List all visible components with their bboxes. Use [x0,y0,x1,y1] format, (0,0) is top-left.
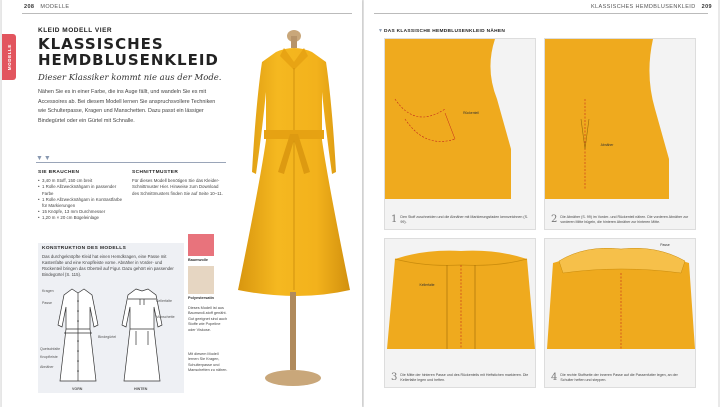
step-caption [391,373,531,383]
fabric-piece-back [385,39,536,199]
needs-column [38,170,126,222]
step-number: 2 [551,214,558,225]
triangle-marker-icon: ▼▼ [36,155,52,162]
fabric-piece-yoke-lining [545,239,696,357]
page-title [38,36,218,68]
fabric-note: Dieses Modell ist aus Baumwoll-stoff genäht. Gut geeignet sind auch Stoffe wie Popeline oder Viskose. [188,306,228,332]
list-item: • 1,20 m × 20 cm Bügeleinlage [38,215,126,221]
swatch-label: Baumwolle [188,258,209,262]
step-number: 1 [391,214,398,225]
steps-heading: DAS KLASSISCHE HEMDBLUSENKLEID NÄHEN [384,29,506,34]
piece-label: Rückenteil [463,111,479,115]
section-rule [36,162,226,163]
list-item: • 3,40 m Stoff, 150 cm breit [38,178,126,184]
header-divider [374,13,708,14]
step-panel-1 [384,38,536,230]
yellow-shirt-dress-image [228,22,358,402]
step-text: Die rechte Stoffseite der inneren Passe auf die Passenfutter legen, an der Schulter heften und steppen. [560,373,678,382]
swatch-label: Polyestersatin [188,296,214,300]
title-line-2: HEMDBLUSENKLEID [38,51,219,69]
step-number: 4 [551,372,558,383]
pattern-heading: SCHNITTMUSTER [132,170,179,175]
sketch-label: Bindegürtel [98,335,117,339]
step-text: Den Stoff zuschneiden und die Abnäher mit Markierungsfaden kennzeichnen (S. 99). [400,215,528,224]
sketch-label: Knopfleiste [40,355,58,359]
step-panel-4 [544,238,696,388]
step-text: Die Abnäher (S. 99) im Vorder- und Rückenteil nähen. Die vorderen Abnäher zur vorderen Mitte bügeln, die hinteren Abnäher zur hinteren Mitte. [560,215,689,224]
front-sketch [54,285,102,385]
subtitle: Dieser Klassiker kommt nie aus der Mode. [38,73,222,83]
pattern-column [132,170,224,197]
fabric-piece-yoke [385,239,536,357]
header-divider [22,13,352,14]
left-section-name: MODELLE [40,4,70,10]
left-header [24,4,69,10]
list-item: • 1 Rolle Allzwecknähgarn in Kontrastfarbe für Markierungen [38,197,126,209]
sketch-label: Passe [42,301,52,305]
fabric-note: Mit diesem Modell lernen Sie Kragen, Schulterpasse und Manschetten zu nähen. [188,352,228,373]
needs-list [38,178,126,221]
sketch-label: Manschette [156,315,175,319]
sketch-label: Quetschfalte [40,347,61,351]
right-page [364,0,718,407]
construction-text: Das durchgeknöpfte Kleid hat einen Hemdkragen, eine Passe mit Kastenfalte und eine Knopfleiste vorne. Abnäher in Vorder- und Rückenteil bringen das Oberteil auf Figur. Dazu gehört ein passender Bindegürtel (S. 115). [42,254,174,277]
construction-box [38,243,184,393]
construction-heading: KONSTRUKTION DES MODELLS [42,246,127,251]
fabric-piece-front [545,39,696,199]
step-caption [551,215,691,225]
section-tab[interactable] [2,34,16,80]
fabric-swatch-pink [188,234,214,256]
right-header [591,4,712,10]
list-item: • 15 Knöpfe, 13 mm Durchmesser [38,209,126,215]
step-caption [391,215,531,225]
piece-label: Passe [660,243,670,247]
triangle-marker-icon: ▼ [378,28,383,34]
step-number: 3 [391,372,398,383]
left-page [2,0,362,407]
piece-label: Kellerfalte [419,283,435,287]
step-caption [551,373,691,383]
left-page-number: 208 [24,4,35,10]
title-line-1: KLASSISCHES [38,35,164,53]
needs-heading: SIE BRAUCHEN [38,170,80,175]
list-item: • 1 Rolle Allzwecknähgarn in passender Farbe [38,184,126,196]
back-label: HINTEN [134,387,148,391]
front-label: VORN [72,387,83,391]
fabric-swatch-beige [188,266,214,294]
sketch-label: Abnäher [40,365,54,369]
sketch-label: Kellerfalte [156,299,172,303]
section-tab-label: MODELLE [6,43,12,71]
intro-text: Nähen Sie es in einer Farbe, die ins Auge fällt, und wandeln Sie es mit Accessoires ab. Bei diesem Modell lernen Sie anspruchsvollere Techniken wie Schulterpasse, Kragen und Manschetten. Dazu passt ein lässiger Bindegürtel oder ein Gürtel mit Schnalle. [38,89,216,124]
kicker: KLEID MODELL VIER [38,27,113,34]
sketch-label: Kragen [42,289,54,293]
right-page-number: 209 [701,4,712,10]
piece-label: Abnäher [600,143,614,147]
right-section-name: KLASSISCHES HEMDBLUSENKLEID [590,4,696,10]
step-text: Die Mitte der hinteren Passe und des Rückenteils mit Heftstichen markieren. Die Kellerfalte legen und heften. [400,373,529,382]
step-panel-3 [384,238,536,388]
step-panel-2 [544,38,696,230]
pattern-text: Für dieses Modell benötigen Sie das Kleider-Schnittmuster Hier. Hinweise zum Download des Schnittmusters finden Sie auf Seite 10–11. [132,178,223,196]
